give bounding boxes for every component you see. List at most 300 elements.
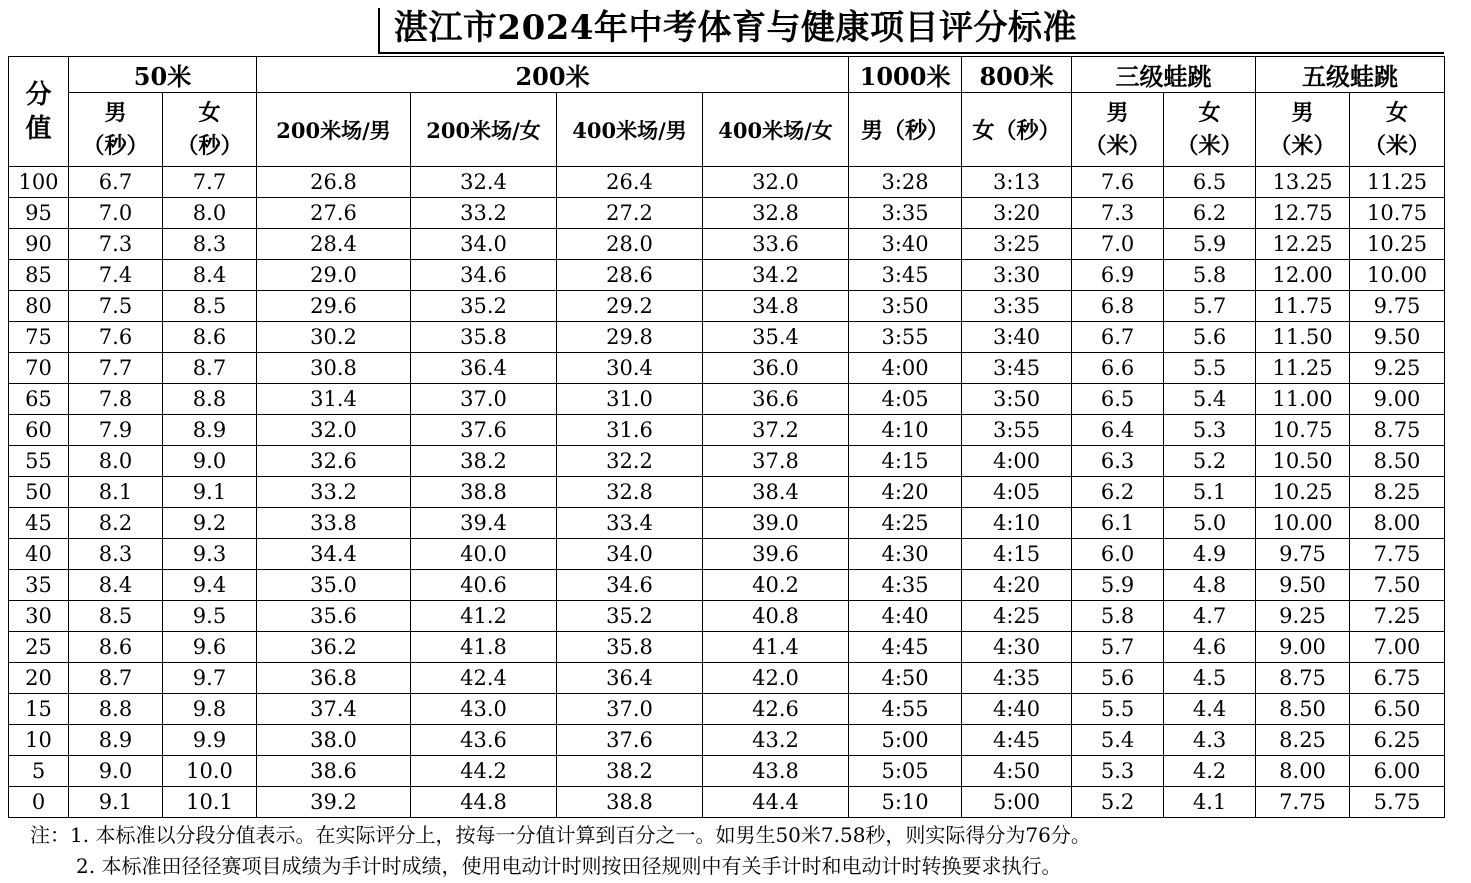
table-cell: 5.1 <box>1164 477 1256 508</box>
table-cell: 9.9 <box>163 725 257 756</box>
table-cell: 29.8 <box>557 322 703 353</box>
table-cell: 8.9 <box>163 415 257 446</box>
table-cell: 5.2 <box>1072 787 1164 818</box>
table-cell: 4.1 <box>1164 787 1256 818</box>
table-cell: 4:25 <box>849 508 962 539</box>
table-cell: 33.2 <box>257 477 411 508</box>
table-cell: 6.2 <box>1072 477 1164 508</box>
table-cell: 39.0 <box>703 508 849 539</box>
header-row-subcolumns <box>9 93 1445 167</box>
table-cell: 8.8 <box>163 384 257 415</box>
table-cell: 34.0 <box>557 539 703 570</box>
table-cell: 5.8 <box>1072 601 1164 632</box>
table-cell: 4:35 <box>962 663 1072 694</box>
table-cell: 38.0 <box>257 725 411 756</box>
table-cell: 9.4 <box>163 570 257 601</box>
col-jump3-male-label: 男 <box>1106 99 1129 126</box>
table-cell: 36.4 <box>557 663 703 694</box>
table-cell: 6.7 <box>1072 322 1164 353</box>
table-cell: 37.0 <box>411 384 557 415</box>
table-cell: 6.9 <box>1072 260 1164 291</box>
table-cell: 7.9 <box>69 415 163 446</box>
table-cell: 10.1 <box>163 787 257 818</box>
table-cell: 7.0 <box>69 198 163 229</box>
table-cell: 9.8 <box>163 694 257 725</box>
table-cell: 37.2 <box>703 415 849 446</box>
scoring-table <box>8 56 1445 818</box>
col-jump3-male-unit: （米） <box>1084 132 1151 159</box>
col-jump5-male-unit: （米） <box>1269 132 1336 159</box>
score-cell: 10 <box>9 725 69 756</box>
score-cell: 40 <box>9 539 69 570</box>
score-cell: 95 <box>9 198 69 229</box>
table-cell: 4.9 <box>1164 539 1256 570</box>
table-cell: 35.8 <box>557 632 703 663</box>
table-cell: 11.25 <box>1350 167 1445 198</box>
table-cell: 34.0 <box>411 229 557 260</box>
table-row <box>9 415 1445 446</box>
group-800m: 800米 <box>962 57 1072 93</box>
table-cell: 3:45 <box>849 260 962 291</box>
table-cell: 9.5 <box>163 601 257 632</box>
score-header <box>9 57 69 167</box>
table-cell: 7.3 <box>1072 198 1164 229</box>
table-cell: 4:20 <box>962 570 1072 601</box>
col-50m-female-label: 女 <box>198 99 221 126</box>
table-cell: 6.0 <box>1072 539 1164 570</box>
table-cell: 8.3 <box>163 229 257 260</box>
score-cell: 45 <box>9 508 69 539</box>
table-row <box>9 477 1445 508</box>
table-cell: 38.2 <box>411 446 557 477</box>
score-header-top: 分 <box>25 79 52 110</box>
table-cell: 6.3 <box>1072 446 1164 477</box>
table-cell: 32.0 <box>257 415 411 446</box>
table-cell: 35.6 <box>257 601 411 632</box>
score-cell: 65 <box>9 384 69 415</box>
table-cell: 9.25 <box>1350 353 1445 384</box>
table-cell: 7.5 <box>69 291 163 322</box>
table-cell: 5.9 <box>1072 570 1164 601</box>
table-cell: 5.4 <box>1072 725 1164 756</box>
table-row <box>9 384 1445 415</box>
table-cell: 32.6 <box>257 446 411 477</box>
table-cell: 4.4 <box>1164 694 1256 725</box>
table-cell: 7.4 <box>69 260 163 291</box>
table-cell: 4:20 <box>849 477 962 508</box>
table-row <box>9 756 1445 787</box>
table-cell: 8.6 <box>69 632 163 663</box>
table-row <box>9 353 1445 384</box>
col-800m-female: 女（秒） <box>962 93 1072 167</box>
score-cell: 75 <box>9 322 69 353</box>
table-cell: 26.4 <box>557 167 703 198</box>
table-cell: 5.3 <box>1072 756 1164 787</box>
header-row-groups <box>9 57 1445 93</box>
table-cell: 7.3 <box>69 229 163 260</box>
col-200m-field-male: 200米场/男 <box>257 93 411 167</box>
score-cell: 35 <box>9 570 69 601</box>
table-cell: 7.8 <box>69 384 163 415</box>
table-cell: 40.8 <box>703 601 849 632</box>
score-cell: 15 <box>9 694 69 725</box>
table-cell: 8.0 <box>69 446 163 477</box>
footnotes <box>30 820 1450 882</box>
table-row <box>9 539 1445 570</box>
table-cell: 4:15 <box>962 539 1072 570</box>
table-row <box>9 694 1445 725</box>
table-cell: 9.75 <box>1350 291 1445 322</box>
table-cell: 7.6 <box>1072 167 1164 198</box>
text-cursor <box>378 8 380 54</box>
score-cell: 55 <box>9 446 69 477</box>
score-cell: 0 <box>9 787 69 818</box>
table-cell: 5:00 <box>849 725 962 756</box>
table-cell: 6.2 <box>1164 198 1256 229</box>
col-jump5-female <box>1350 93 1445 167</box>
table-cell: 35.8 <box>411 322 557 353</box>
table-cell: 8.3 <box>69 539 163 570</box>
table-cell: 5:10 <box>849 787 962 818</box>
table-cell: 5.8 <box>1164 260 1256 291</box>
col-jump5-male <box>1256 93 1350 167</box>
table-cell: 29.6 <box>257 291 411 322</box>
table-cell: 5.7 <box>1072 632 1164 663</box>
table-cell: 32.4 <box>411 167 557 198</box>
table-cell: 9.6 <box>163 632 257 663</box>
table-row <box>9 322 1445 353</box>
table-cell: 3:55 <box>849 322 962 353</box>
table-cell: 34.6 <box>557 570 703 601</box>
table-cell: 42.0 <box>703 663 849 694</box>
table-cell: 5.6 <box>1164 322 1256 353</box>
table-cell: 5.5 <box>1164 353 1256 384</box>
table-cell: 10.75 <box>1256 415 1350 446</box>
score-cell: 70 <box>9 353 69 384</box>
table-cell: 35.2 <box>411 291 557 322</box>
table-cell: 44.2 <box>411 756 557 787</box>
table-cell: 7.75 <box>1350 539 1445 570</box>
table-cell: 43.6 <box>411 725 557 756</box>
table-cell: 11.75 <box>1256 291 1350 322</box>
table-row <box>9 601 1445 632</box>
table-cell: 3:35 <box>962 291 1072 322</box>
table-cell: 4:25 <box>962 601 1072 632</box>
table-row <box>9 632 1445 663</box>
table-cell: 33.2 <box>411 198 557 229</box>
table-row <box>9 446 1445 477</box>
table-cell: 4:50 <box>962 756 1072 787</box>
table-cell: 10.00 <box>1350 260 1445 291</box>
table-cell: 7.6 <box>69 322 163 353</box>
score-cell: 30 <box>9 601 69 632</box>
table-cell: 41.4 <box>703 632 849 663</box>
table-cell: 4:45 <box>962 725 1072 756</box>
table-row <box>9 167 1445 198</box>
table-cell: 36.4 <box>411 353 557 384</box>
table-cell: 10.00 <box>1256 508 1350 539</box>
table-cell: 7.7 <box>163 167 257 198</box>
table-cell: 34.4 <box>257 539 411 570</box>
table-cell: 39.6 <box>703 539 849 570</box>
table-cell: 8.0 <box>163 198 257 229</box>
table-cell: 4:40 <box>962 694 1072 725</box>
score-cell: 25 <box>9 632 69 663</box>
col-400m-field-female: 400米场/女 <box>703 93 849 167</box>
table-cell: 32.0 <box>703 167 849 198</box>
table-cell: 10.0 <box>163 756 257 787</box>
table-cell: 31.0 <box>557 384 703 415</box>
table-cell: 9.1 <box>163 477 257 508</box>
col-jump5-male-label: 男 <box>1291 99 1314 126</box>
col-50m-female <box>163 93 257 167</box>
table-cell: 8.50 <box>1256 694 1350 725</box>
table-cell: 4:55 <box>849 694 962 725</box>
table-cell: 40.6 <box>411 570 557 601</box>
table-cell: 9.75 <box>1256 539 1350 570</box>
col-400m-field-male: 400米场/男 <box>557 93 703 167</box>
table-cell: 6.8 <box>1072 291 1164 322</box>
table-cell: 3:55 <box>962 415 1072 446</box>
footnote-1: 注：1. 本标准以分段分值表示。在实际评分上，按每一分值计算到百分之一。如男生50米7.58秒，则实际得分为76分。 <box>30 823 1091 847</box>
table-cell: 27.6 <box>257 198 411 229</box>
table-cell: 3:35 <box>849 198 962 229</box>
table-cell: 4:35 <box>849 570 962 601</box>
table-cell: 9.00 <box>1350 384 1445 415</box>
table-cell: 10.25 <box>1256 477 1350 508</box>
col-50m-female-unit: （秒） <box>176 132 243 159</box>
table-cell: 35.2 <box>557 601 703 632</box>
table-cell: 6.75 <box>1350 663 1445 694</box>
table-cell: 3:30 <box>962 260 1072 291</box>
table-cell: 5.4 <box>1164 384 1256 415</box>
table-cell: 42.6 <box>703 694 849 725</box>
table-cell: 41.2 <box>411 601 557 632</box>
table-cell: 28.6 <box>557 260 703 291</box>
table-cell: 36.6 <box>703 384 849 415</box>
table-cell: 6.25 <box>1350 725 1445 756</box>
col-50m-male <box>69 93 163 167</box>
table-cell: 9.0 <box>163 446 257 477</box>
table-cell: 8.7 <box>69 663 163 694</box>
table-cell: 8.00 <box>1256 756 1350 787</box>
table-cell: 8.75 <box>1256 663 1350 694</box>
table-cell: 9.2 <box>163 508 257 539</box>
table-cell: 33.6 <box>703 229 849 260</box>
table-cell: 30.2 <box>257 322 411 353</box>
table-row <box>9 291 1445 322</box>
table-row <box>9 508 1445 539</box>
col-jump3-female-unit: （米） <box>1176 132 1243 159</box>
col-jump3-male <box>1072 93 1164 167</box>
table-cell: 10.25 <box>1350 229 1445 260</box>
table-cell: 8.5 <box>69 601 163 632</box>
table-cell: 37.6 <box>557 725 703 756</box>
col-1000m-male: 男（秒） <box>849 93 962 167</box>
table-cell: 6.7 <box>69 167 163 198</box>
table-cell: 4.7 <box>1164 601 1256 632</box>
table-cell: 35.4 <box>703 322 849 353</box>
table-cell: 8.25 <box>1350 477 1445 508</box>
page-title: 湛江市2024年中考体育与健康项目评分标准 <box>393 8 1078 48</box>
table-cell: 8.4 <box>69 570 163 601</box>
table-cell: 36.0 <box>703 353 849 384</box>
table-cell: 3:28 <box>849 167 962 198</box>
table-cell: 7.75 <box>1256 787 1350 818</box>
table-cell: 9.3 <box>163 539 257 570</box>
table-cell: 34.2 <box>703 260 849 291</box>
score-cell: 5 <box>9 756 69 787</box>
table-cell: 40.0 <box>411 539 557 570</box>
table-cell: 9.7 <box>163 663 257 694</box>
table-cell: 30.4 <box>557 353 703 384</box>
table-row <box>9 229 1445 260</box>
table-cell: 3:20 <box>962 198 1072 229</box>
score-cell: 100 <box>9 167 69 198</box>
table-cell: 36.2 <box>257 632 411 663</box>
table-cell: 7.25 <box>1350 601 1445 632</box>
footnote-2: 2. 本标准田径径赛项目成绩为手计时成绩，使用电动计时则按田径规则中有关手计时和电动计时转换要求执行。 <box>76 854 1062 878</box>
table-cell: 42.4 <box>411 663 557 694</box>
table-cell: 38.6 <box>257 756 411 787</box>
table-cell: 3:50 <box>962 384 1072 415</box>
table-cell: 9.0 <box>69 756 163 787</box>
score-cell: 85 <box>9 260 69 291</box>
group-200m: 200米 <box>257 57 849 93</box>
table-cell: 29.0 <box>257 260 411 291</box>
table-cell: 7.00 <box>1350 632 1445 663</box>
table-cell: 6.50 <box>1350 694 1445 725</box>
score-cell: 20 <box>9 663 69 694</box>
table-cell: 35.0 <box>257 570 411 601</box>
group-50m: 50米 <box>69 57 257 93</box>
table-cell: 31.6 <box>557 415 703 446</box>
table-cell: 38.2 <box>557 756 703 787</box>
table-cell: 5:00 <box>962 787 1072 818</box>
table-cell: 8.4 <box>163 260 257 291</box>
table-cell: 28.4 <box>257 229 411 260</box>
table-cell: 4:30 <box>962 632 1072 663</box>
table-cell: 11.00 <box>1256 384 1350 415</box>
score-cell: 60 <box>9 415 69 446</box>
table-body <box>9 167 1445 818</box>
table-cell: 32.8 <box>557 477 703 508</box>
table-cell: 3:13 <box>962 167 1072 198</box>
table-cell: 4:10 <box>962 508 1072 539</box>
col-50m-male-unit: （秒） <box>82 132 149 159</box>
table-cell: 30.8 <box>257 353 411 384</box>
table-cell: 4.8 <box>1164 570 1256 601</box>
table-cell: 9.50 <box>1256 570 1350 601</box>
table-cell: 8.5 <box>163 291 257 322</box>
table-cell: 34.6 <box>411 260 557 291</box>
table-cell: 10.50 <box>1256 446 1350 477</box>
table-cell: 43.8 <box>703 756 849 787</box>
table-cell: 37.4 <box>257 694 411 725</box>
table-cell: 9.00 <box>1256 632 1350 663</box>
table-cell: 5.7 <box>1164 291 1256 322</box>
score-header-bottom: 值 <box>25 113 52 144</box>
table-cell: 3:40 <box>849 229 962 260</box>
table-cell: 8.8 <box>69 694 163 725</box>
table-cell: 26.8 <box>257 167 411 198</box>
table-cell: 8.25 <box>1256 725 1350 756</box>
col-50m-male-label: 男 <box>104 99 127 126</box>
table-cell: 37.6 <box>411 415 557 446</box>
table-cell: 37.0 <box>557 694 703 725</box>
table-row <box>9 787 1445 818</box>
table-cell: 37.8 <box>703 446 849 477</box>
table-row <box>9 260 1445 291</box>
table-cell: 5.9 <box>1164 229 1256 260</box>
table-cell: 5.5 <box>1072 694 1164 725</box>
table-cell: 34.8 <box>703 291 849 322</box>
table-cell: 8.9 <box>69 725 163 756</box>
table-cell: 40.2 <box>703 570 849 601</box>
table-cell: 27.2 <box>557 198 703 229</box>
table-row <box>9 570 1445 601</box>
table-cell: 4:00 <box>962 446 1072 477</box>
table-cell: 11.25 <box>1256 353 1350 384</box>
table-cell: 31.4 <box>257 384 411 415</box>
group-1000m: 1000米 <box>849 57 962 93</box>
table-cell: 38.8 <box>411 477 557 508</box>
table-cell: 11.50 <box>1256 322 1350 353</box>
table-cell: 5.75 <box>1350 787 1445 818</box>
col-jump3-female <box>1164 93 1256 167</box>
group-triple-frog-jump: 三级蛙跳 <box>1072 57 1256 93</box>
score-cell: 80 <box>9 291 69 322</box>
table-cell: 38.8 <box>557 787 703 818</box>
table-cell: 12.75 <box>1256 198 1350 229</box>
table-cell: 4:45 <box>849 632 962 663</box>
table-cell: 4:40 <box>849 601 962 632</box>
table-cell: 38.4 <box>703 477 849 508</box>
table-cell: 5.3 <box>1164 415 1256 446</box>
table-cell: 41.8 <box>411 632 557 663</box>
table-cell: 5.0 <box>1164 508 1256 539</box>
table-cell: 6.5 <box>1072 384 1164 415</box>
table-cell: 3:45 <box>962 353 1072 384</box>
table-cell: 4:00 <box>849 353 962 384</box>
table-cell: 39.4 <box>411 508 557 539</box>
table-cell: 4.3 <box>1164 725 1256 756</box>
table-cell: 32.8 <box>703 198 849 229</box>
table-cell: 4:05 <box>849 384 962 415</box>
table-cell: 12.00 <box>1256 260 1350 291</box>
table-cell: 3:50 <box>849 291 962 322</box>
score-cell: 50 <box>9 477 69 508</box>
title-rule <box>379 52 1444 54</box>
table-cell: 7.7 <box>69 353 163 384</box>
table-cell: 6.00 <box>1350 756 1445 787</box>
table-cell: 8.1 <box>69 477 163 508</box>
table-cell: 36.8 <box>257 663 411 694</box>
table-cell: 33.8 <box>257 508 411 539</box>
table-cell: 33.4 <box>557 508 703 539</box>
table-cell: 9.50 <box>1350 322 1445 353</box>
table-cell: 5.2 <box>1164 446 1256 477</box>
score-cell: 90 <box>9 229 69 260</box>
table-cell: 6.1 <box>1072 508 1164 539</box>
table-cell: 8.75 <box>1350 415 1445 446</box>
table-cell: 39.2 <box>257 787 411 818</box>
col-jump5-female-unit: （米） <box>1364 132 1431 159</box>
table-cell: 8.2 <box>69 508 163 539</box>
group-five-frog-jump: 五级蛙跳 <box>1256 57 1445 93</box>
table-cell: 44.8 <box>411 787 557 818</box>
table-cell: 4.2 <box>1164 756 1256 787</box>
